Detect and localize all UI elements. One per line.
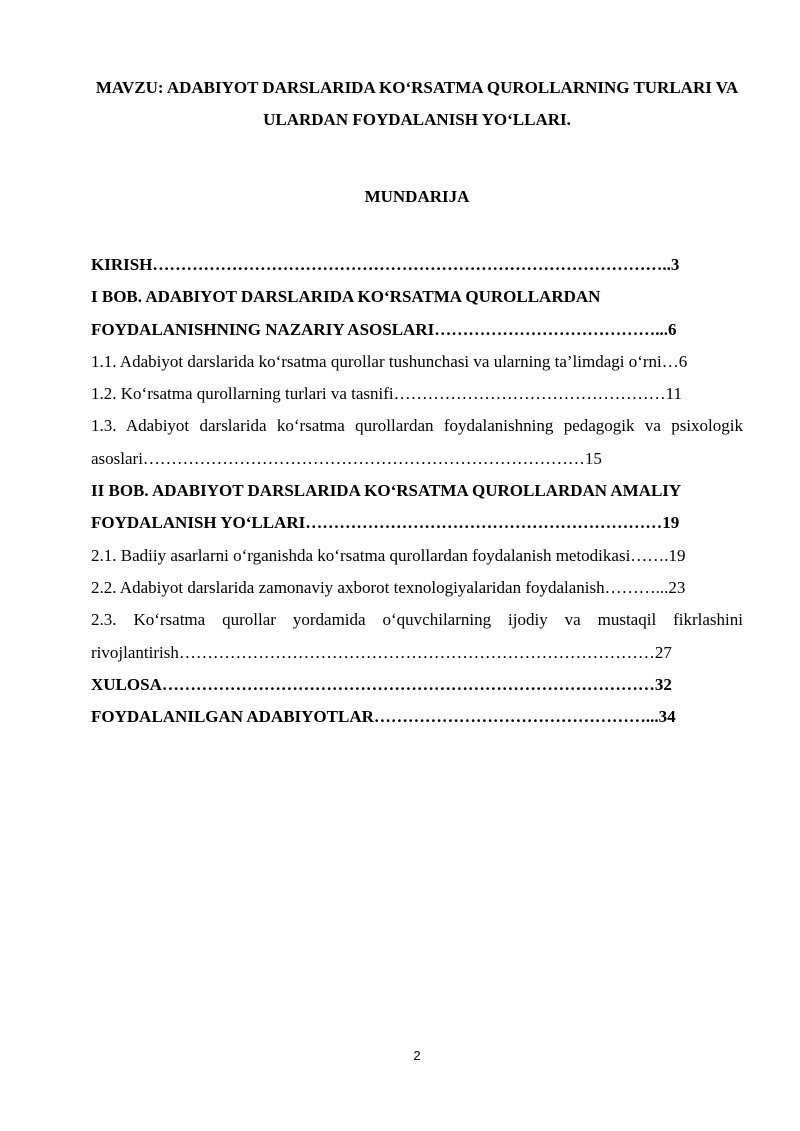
toc-entry-bibliography: FOYDALANILGAN ADABIYOTLAR…………………………………………...34 [91, 707, 676, 727]
toc-entry-2-3: 2.3. Ko‘rsatma qurollar yordamida o‘quvchilarning ijodiy va mustaqil fikrlashini rivojlantirish…………………………………………………………………………27 [91, 610, 743, 662]
toc-entry-kirish: KIRISH………………………………………………………………………………..3 [91, 255, 680, 274]
toc-entry-1-1: 1.1. Adabiyot darslarida ko‘rsatma qurollar tushunchasi va ularning ta’limdagi o‘rni…6 [91, 351, 688, 371]
toc-entry-2-2: 2.2. Adabiyot darslarida zamonaviy axborot texnologiyalaridan foydalanish………...23 [91, 577, 686, 597]
toc-entry-1-3: 1.3. Adabiyot darslarida ko‘rsatma qurollardan foydalanishning pedagogik va psixologik asoslari……………………………………………………………………15 [91, 416, 743, 468]
contents-heading: MUNDARIJA [364, 187, 470, 206]
document-title: MAVZU: ADABIYOT DARSLARIDA KO‘RSATMA QUROLLARNING TURLARI VA ULARDAN FOYDALANISH YO‘LLARI. [95, 78, 739, 129]
toc-entry-2-1: 2.1. Badiiy asarlarni o‘rganishda ko‘rsatma qurollardan foydalanish metodikasi…….19 [91, 545, 686, 565]
toc-entry-1-2: 1.2. Ko‘rsatma qurollarning turlari va tasnifi…………………………………………11 [91, 384, 682, 404]
page-number: 2 [413, 1048, 421, 1063]
toc-entry-chapter-1: I BOB. ADABIYOT DARSLARIDA KO‘RSATMA QUROLLARDAN FOYDALANISHNING NAZARIY ASOSLARI…………………………………...6 [91, 287, 677, 339]
table-of-contents [91, 249, 743, 733]
toc-entry-chapter-2: II BOB. ADABIYOT DARSLARIDA KO‘RSATMA QUROLLARDAN AMALIY FOYDALANISH YO‘LLARI………………………………………………………19 [91, 481, 681, 533]
toc-entry-xulosa: XULOSA……………………………………………………………………………32 [91, 674, 672, 694]
